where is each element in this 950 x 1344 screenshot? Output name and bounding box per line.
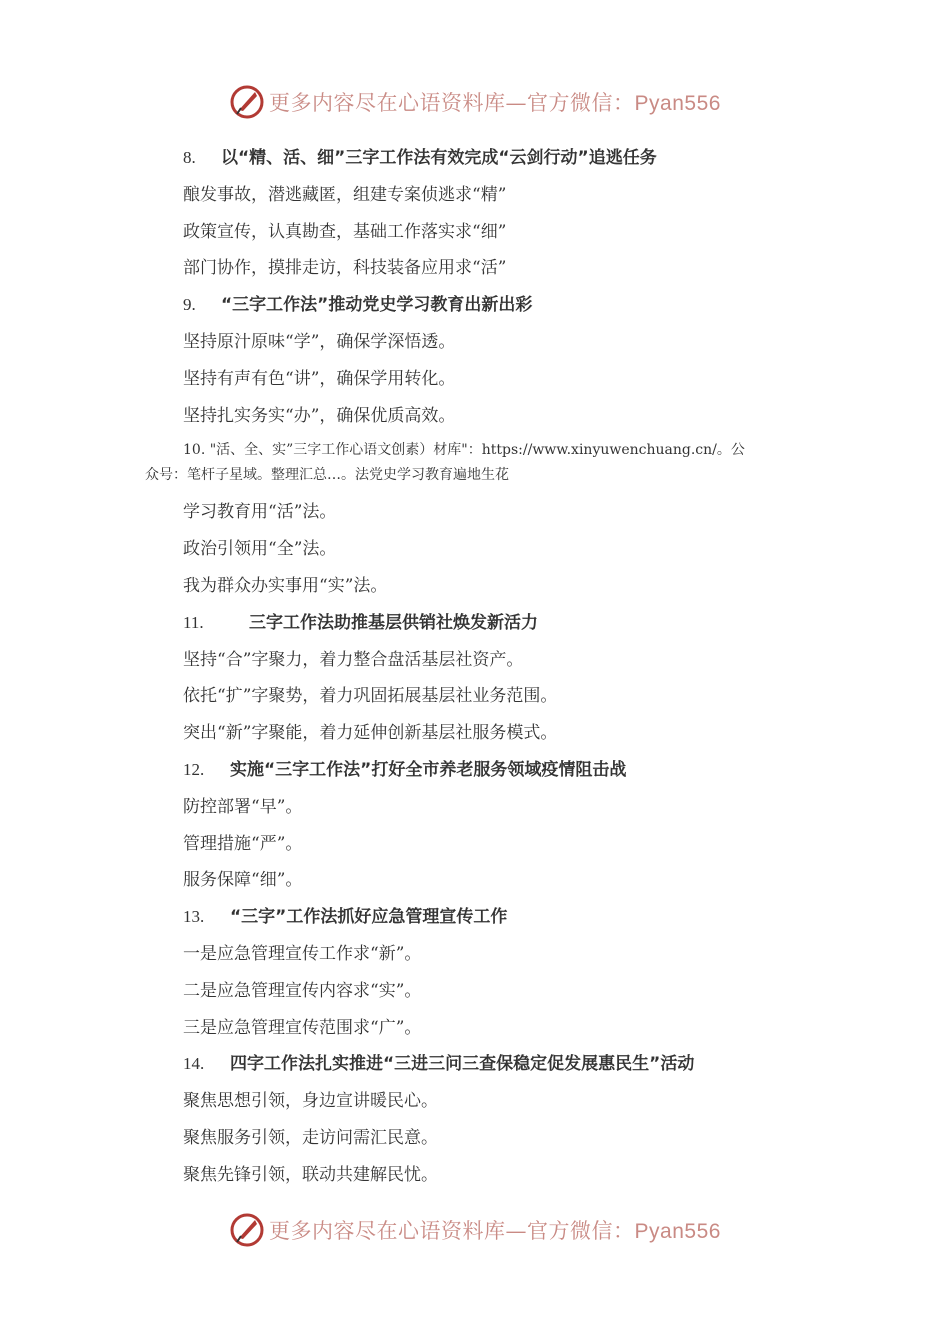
banner-wechat-id: Pyan556 (634, 1220, 721, 1243)
quill-logo-icon (229, 1212, 265, 1248)
section-line: 学习教育用“活”法。 (183, 502, 337, 523)
section-10-line-2: 众号：笔杆子星域。整理汇总…。法党史学习教育遍地生花 (145, 467, 509, 484)
section-title: 以“精、活、细”三字工作法有效完成“云剑行动”追逃任务 (221, 148, 657, 168)
section-title: “三字工作法”推动党史学习教育出新出彩 (221, 295, 533, 316)
section-number: 9. (183, 295, 196, 315)
quill-logo-icon (229, 84, 265, 120)
banner-text (269, 87, 721, 117)
section-line: 突出“新”字聚能，着力延伸创新基层社服务模式。 (183, 723, 558, 744)
section-line: 聚焦服务引领，走访问需汇民意。 (183, 1127, 438, 1148)
section-line: 政策宣传，认真勘查，基础工作落实求“细” (183, 221, 507, 242)
section-line: 政治引领用“全”法。 (183, 539, 337, 560)
section-line: 聚焦思想引领，身边宣讲暖民心。 (183, 1091, 438, 1112)
banner-text (269, 1215, 721, 1245)
section-line: 坚持原汁原味“学”，确保学深悟透。 (183, 331, 456, 352)
section-line: 部门协作，摸排走访，科技装备应用求“活” (183, 258, 507, 279)
section-8 (183, 140, 823, 287)
section-13 (183, 899, 823, 1046)
section-heading (183, 140, 823, 177)
section-line: 管理措施“严”。 (183, 833, 303, 854)
section-14 (183, 1046, 823, 1193)
section-line: 坚持“合”字聚力，着力整合盘活基层社资产。 (183, 649, 524, 670)
section-title: 实施“三字工作法”打好全市养老服务领域疫情阻击战 (230, 759, 627, 780)
section-number: 14. (183, 1054, 205, 1074)
section-line: 一是应急管理宣传工作求“新”。 (183, 943, 422, 964)
section-line: 坚持扎实务实“办”，确保优质高效。 (183, 405, 456, 426)
section-heading (183, 899, 823, 936)
section-line: 我为群众办实事用“实”法。 (183, 575, 388, 596)
document-body (145, 140, 823, 1194)
section-heading (183, 605, 823, 642)
section-11 (183, 605, 823, 752)
section-line: 服务保障“细”。 (183, 870, 303, 891)
section-title: “三字”工作法抓好应急管理宣传工作 (230, 907, 508, 928)
header-banner (0, 80, 950, 124)
section-line: 二是应急管理宣传内容求“实”。 (183, 980, 422, 1001)
banner-wechat-id: Pyan556 (634, 92, 721, 115)
section-10-paragraph (145, 434, 805, 494)
section-number: 13. (183, 907, 205, 927)
section-heading (183, 287, 823, 324)
section-number: 8. (183, 148, 196, 167)
banner-label: 更多内容尽在心语资料库—官方微信： (269, 91, 635, 115)
section-9 (183, 287, 823, 434)
section-line: 依托“扩”字聚势，着力巩固拓展基层社业务范围。 (183, 686, 558, 707)
section-line: 三是应急管理宣传范围求“广”。 (183, 1017, 422, 1038)
section-10-line-1: 10. "活、全、实”三字工作心语文创素）材库"：https://www.xinyuwenchuang.cn/。公 (183, 442, 745, 459)
section-number: 12. (183, 759, 205, 779)
section-line: 防控部署“早”。 (183, 796, 303, 817)
section-title: 三字工作法助推基层供销社焕发新活力 (249, 612, 538, 633)
section-heading (183, 1046, 823, 1083)
section-line: 聚焦先锋引领，联动共建解民忧。 (183, 1164, 438, 1185)
section-line: 坚持有声有色“讲”，确保学用转化。 (183, 368, 456, 389)
section-10 (145, 434, 823, 604)
banner-label: 更多内容尽在心语资料库—官方微信： (269, 1219, 635, 1243)
section-number: 11. (183, 612, 204, 632)
footer-banner (0, 1208, 950, 1252)
section-12 (183, 752, 823, 899)
section-line: 酿发事故，潜逃藏匿，组建专案侦逃求“精” (183, 184, 507, 205)
section-title: 四字工作法扎实推进“三进三问三查保稳定促发展惠民生”活动 (230, 1054, 695, 1075)
section-heading (183, 752, 823, 789)
